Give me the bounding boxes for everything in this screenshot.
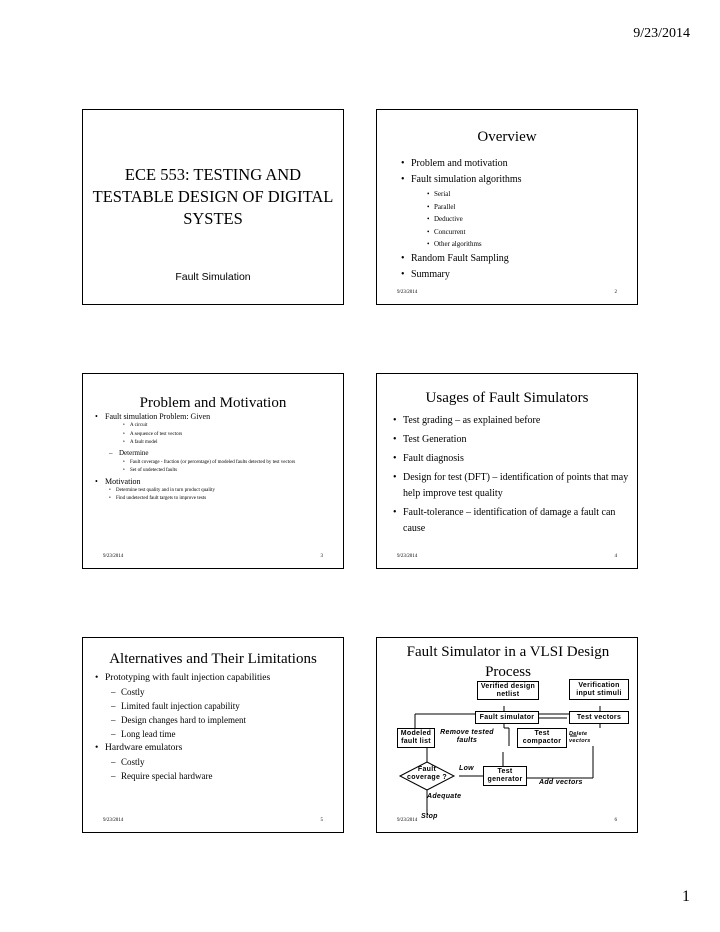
sub-list xyxy=(109,422,327,448)
bullet: • Fault simulation algorithms xyxy=(401,172,522,188)
add-vectors-label: Add vectors xyxy=(539,779,583,786)
verified-netlist-box: Verified design netlist xyxy=(477,681,539,700)
sub-list xyxy=(95,685,333,741)
slide-1-main-title: ECE 553: TESTING AND TESTABLE DESIGN OF DIGITAL SYSTES xyxy=(92,165,334,228)
slide-footer-date: 9/23/2014 xyxy=(103,818,124,823)
sub-bullet: • Set of undetected faults xyxy=(123,467,327,476)
test-generator-box: Test generator xyxy=(483,766,527,786)
bullet: • Design for test (DFT) – identification of points that may help improve test quality xyxy=(393,470,631,502)
slide-footer-number: 4 xyxy=(614,554,617,559)
sub-bullet: • A fault model xyxy=(123,439,327,448)
slide-1-title[interactable] xyxy=(82,109,344,305)
slide-5-title: Alternatives and Their Limitations xyxy=(109,651,317,667)
sub-list xyxy=(95,487,327,504)
fault-simulator-box: Fault simulator xyxy=(475,711,539,724)
sub-bullet: • Serial xyxy=(427,188,522,201)
slide-4-bullets xyxy=(393,413,631,540)
header-date: 9/23/2014 xyxy=(633,26,690,41)
dash-bullet: – Determine xyxy=(109,448,327,459)
slide-6-title: Fault Simulator in a VLSI Design Process xyxy=(406,644,610,680)
slide-5-bullets xyxy=(95,671,333,783)
bullet: • Problem and motivation xyxy=(401,156,522,172)
bullet: • Fault diagnosis xyxy=(393,451,631,467)
fault-coverage-decision: Fault coverage ? xyxy=(407,766,447,781)
slide-2-overview[interactable] xyxy=(376,109,638,305)
slide-2-bullets xyxy=(401,156,522,283)
bullet: • Prototyping with fault injection capabilities xyxy=(95,671,333,685)
slide-footer-number: 2 xyxy=(614,290,617,295)
slide-2-title: Overview xyxy=(477,129,537,145)
low-label: Low xyxy=(459,765,474,772)
page-number: 1 xyxy=(682,888,690,905)
slide-3-problem[interactable] xyxy=(82,373,344,569)
slide-3-bullets xyxy=(95,411,327,504)
slide-footer-date: 9/23/2014 xyxy=(397,554,418,559)
sub-bullet: • Fault coverage - fraction (or percentage) of modeled faults detected by test vectors xyxy=(123,459,327,468)
test-compactor-box: Test compactor xyxy=(517,728,567,748)
slide-footer-number: 5 xyxy=(320,818,323,823)
verification-stimuli-box: Verification input stimuli xyxy=(569,679,629,700)
dash-bullet: – Limited fault injection capability xyxy=(111,699,333,713)
slide-3-title: Problem and Motivation xyxy=(139,395,287,411)
bullet: • Fault-tolerance – identification of damage a fault can cause xyxy=(393,505,631,537)
bullet: • Summary xyxy=(401,267,522,283)
slide-footer-number: 3 xyxy=(320,554,323,559)
slide-6-vlsi-process[interactable] xyxy=(376,637,638,833)
bullet: • Motivation xyxy=(95,476,327,487)
sub-bullet: • Find undetected fault targets to improve tests xyxy=(109,495,327,504)
test-vectors-box: Test vectors xyxy=(569,711,629,724)
slide-footer-date: 9/23/2014 xyxy=(103,554,124,559)
dash-bullet: – Design changes hard to implement xyxy=(111,713,333,727)
sub-list xyxy=(95,422,327,476)
stop-label: Stop xyxy=(421,813,438,820)
sub-bullet: • Other algorithms xyxy=(427,238,522,251)
sub-list xyxy=(109,459,327,476)
sub-bullet: • Parallel xyxy=(427,201,522,214)
dash-bullet: – Costly xyxy=(111,755,333,769)
bullet: • Test Generation xyxy=(393,432,631,448)
sub-list xyxy=(95,755,333,783)
delete-vectors-label: Delete vectors xyxy=(569,731,591,744)
slide-1-subtitle: Fault Simulation xyxy=(175,271,251,283)
slide-5-alternatives[interactable] xyxy=(82,637,344,833)
adequate-label: Adequate xyxy=(427,793,462,800)
dash-bullet: – Costly xyxy=(111,685,333,699)
modeled-fault-list-box: Modeled fault list xyxy=(397,728,435,748)
sub-list xyxy=(401,188,522,251)
sub-bullet: • Deductive xyxy=(427,213,522,226)
slide-footer-number: 6 xyxy=(614,818,617,823)
bullet: • Fault simulation Problem: Given xyxy=(95,411,327,422)
slide-4-usages[interactable] xyxy=(376,373,638,569)
sub-bullet: • Concurrent xyxy=(427,226,522,239)
bullet: • Hardware emulators xyxy=(95,741,333,755)
slide-footer-date: 9/23/2014 xyxy=(397,818,418,823)
dash-bullet: – Long lead time xyxy=(111,727,333,741)
remove-tested-faults-label: Remove tested faults xyxy=(440,729,494,744)
bullet: • Random Fault Sampling xyxy=(401,251,522,267)
dash-bullet: – Require special hardware xyxy=(111,769,333,783)
slide-footer-date: 9/23/2014 xyxy=(397,290,418,295)
slide-4-title: Usages of Fault Simulators xyxy=(425,390,589,406)
sub-bullet: • A sequence of test vectors xyxy=(123,431,327,440)
sub-bullet: • A circuit xyxy=(123,422,327,431)
bullet: • Test grading – as explained before xyxy=(393,413,631,429)
sub-bullet: • Determine test quality and in turn product quality xyxy=(109,487,327,496)
